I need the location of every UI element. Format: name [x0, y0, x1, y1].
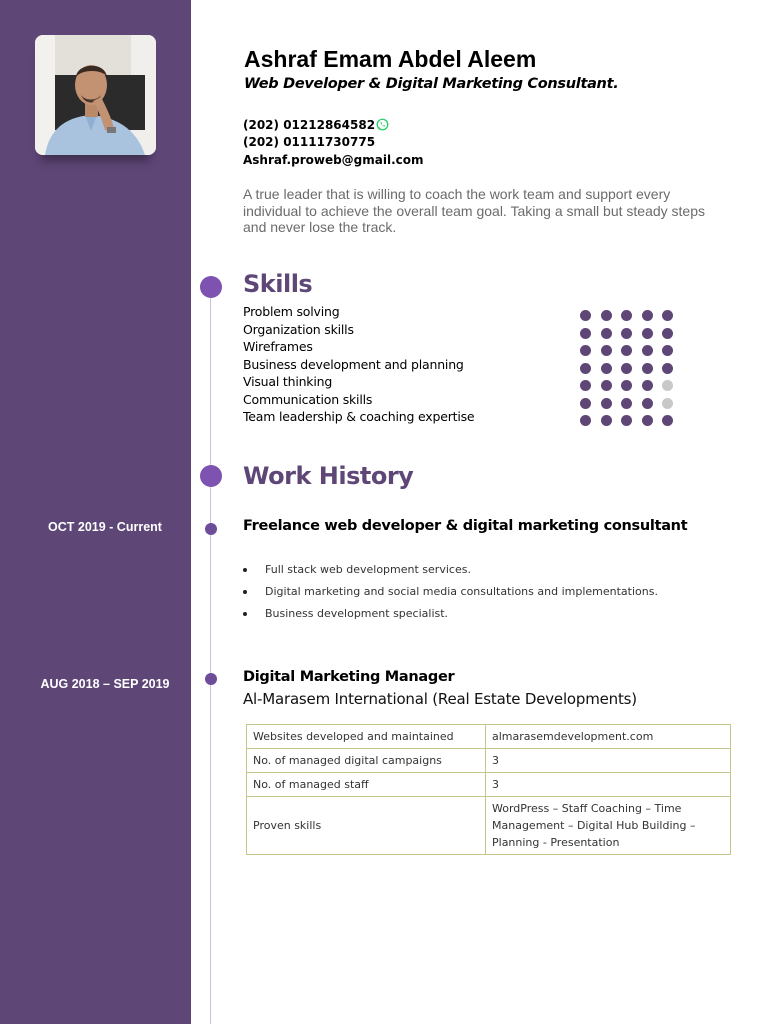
- rating-dot-filled: [642, 328, 653, 339]
- rating-dot-filled: [580, 328, 591, 339]
- job-2-title: Digital Marketing Manager: [243, 669, 455, 685]
- rating-dot-filled: [621, 415, 632, 426]
- profile-summary: A true leader that is willing to coach the work team and support every individual to achieve the overall team goal. Taking a small but steady steps and never lose the track.: [243, 186, 706, 235]
- job-1-bullets: [243, 559, 658, 625]
- skill-ratings: [580, 307, 683, 430]
- skills-list: [243, 303, 474, 426]
- work-timeline-dot: [200, 465, 222, 487]
- rating-dot-filled: [580, 310, 591, 321]
- table-row: [247, 773, 731, 797]
- list-item: Digital marketing and social media consultations and implementations.: [243, 581, 658, 603]
- table-cell-key: Websites developed and maintained: [247, 725, 486, 749]
- table-cell-value: WordPress – Staff Coaching – Time Management – Digital Hub Building – Planning - Presentation: [486, 797, 731, 855]
- rating-dot-filled: [642, 415, 653, 426]
- skill-rating-row: [580, 325, 683, 343]
- skill-rating-row: [580, 307, 683, 325]
- rating-dot-empty: [662, 398, 673, 409]
- skill-rating-row: [580, 377, 683, 395]
- rating-dot-filled: [601, 363, 612, 374]
- skill-rating-row: [580, 395, 683, 413]
- skills-timeline-dot: [200, 276, 222, 298]
- rating-dot-filled: [621, 345, 632, 356]
- skill-item: Communication skills: [243, 391, 373, 407]
- rating-dot-filled: [580, 415, 591, 426]
- rating-dot-filled: [662, 415, 673, 426]
- phone-2: (202) 01111730775: [243, 135, 376, 149]
- timeline-line: [210, 290, 211, 1024]
- list-item: Business development specialist.: [243, 603, 658, 625]
- rating-dot-filled: [662, 345, 673, 356]
- rating-dot-filled: [580, 363, 591, 374]
- skill-item: Organization skills: [243, 321, 354, 337]
- rating-dot-filled: [642, 345, 653, 356]
- candidate-name: Ashraf Emam Abdel Aleem: [244, 46, 537, 72]
- table-cell-value: almarasemdevelopment.com: [486, 725, 731, 749]
- phone-1-text: (202) 01212864582: [243, 118, 376, 132]
- table-cell-key: No. of managed staff: [247, 773, 486, 797]
- rating-dot-filled: [601, 310, 612, 321]
- candidate-title: Web Developer & Digital Marketing Consultant.: [244, 76, 619, 92]
- rating-dot-filled: [580, 345, 591, 356]
- rating-dot-filled: [580, 398, 591, 409]
- table-row: [247, 749, 731, 773]
- rating-dot-filled: [601, 398, 612, 409]
- rating-dot-filled: [642, 398, 653, 409]
- table-row: [247, 725, 731, 749]
- sidebar: [0, 0, 191, 1024]
- job-2-company: Al-Marasem International (Real Estate Developments): [243, 690, 637, 708]
- rating-dot-filled: [601, 380, 612, 391]
- job-2-details-table: [246, 724, 731, 855]
- table-cell-key: No. of managed digital campaigns: [247, 749, 486, 773]
- phone-1: [243, 118, 389, 132]
- table-cell-value: 3: [486, 749, 731, 773]
- rating-dot-filled: [621, 328, 632, 339]
- list-item: Full stack web development services.: [243, 559, 658, 581]
- job-2-dates: AUG 2018 – SEP 2019: [40, 677, 170, 691]
- rating-dot-filled: [642, 310, 653, 321]
- table-cell-key: Proven skills: [247, 797, 486, 855]
- skill-item: Team leadership & coaching expertise: [243, 409, 475, 424]
- skill-item: Visual thinking: [243, 374, 333, 389]
- skill-item: Wireframes: [243, 339, 313, 354]
- skill-item: Problem solving: [243, 304, 340, 319]
- job-1-title: Freelance web developer & digital marketing consultant: [243, 518, 688, 534]
- table-row: [247, 797, 731, 855]
- skills-heading: Skills: [243, 270, 313, 298]
- rating-dot-filled: [642, 380, 653, 391]
- rating-dot-filled: [621, 398, 632, 409]
- table-cell-value: 3: [486, 773, 731, 797]
- rating-dot-filled: [601, 415, 612, 426]
- portrait-image: [35, 35, 156, 155]
- rating-dot-filled: [621, 380, 632, 391]
- job-2-timeline-dot: [205, 673, 217, 685]
- rating-dot-filled: [601, 345, 612, 356]
- rating-dot-filled: [642, 363, 653, 374]
- rating-dot-filled: [662, 328, 673, 339]
- rating-dot-filled: [621, 363, 632, 374]
- skill-rating-row: [580, 342, 683, 360]
- skill-item: Business development and planning: [243, 356, 464, 372]
- skill-rating-row: [580, 360, 683, 378]
- rating-dot-filled: [601, 328, 612, 339]
- rating-dot-filled: [621, 310, 632, 321]
- profile-photo: [35, 35, 156, 155]
- whatsapp-icon[interactable]: [376, 118, 389, 131]
- job-1-timeline-dot: [205, 523, 217, 535]
- rating-dot-filled: [580, 380, 591, 391]
- rating-dot-filled: [662, 310, 673, 321]
- job-1-dates: OCT 2019 - Current: [48, 520, 162, 534]
- rating-dot-empty: [662, 380, 673, 391]
- email-link[interactable]: Ashraf.proweb@gmail.com: [243, 153, 424, 167]
- work-history-heading: Work History: [243, 462, 414, 490]
- skill-rating-row: [580, 412, 683, 430]
- rating-dot-filled: [662, 363, 673, 374]
